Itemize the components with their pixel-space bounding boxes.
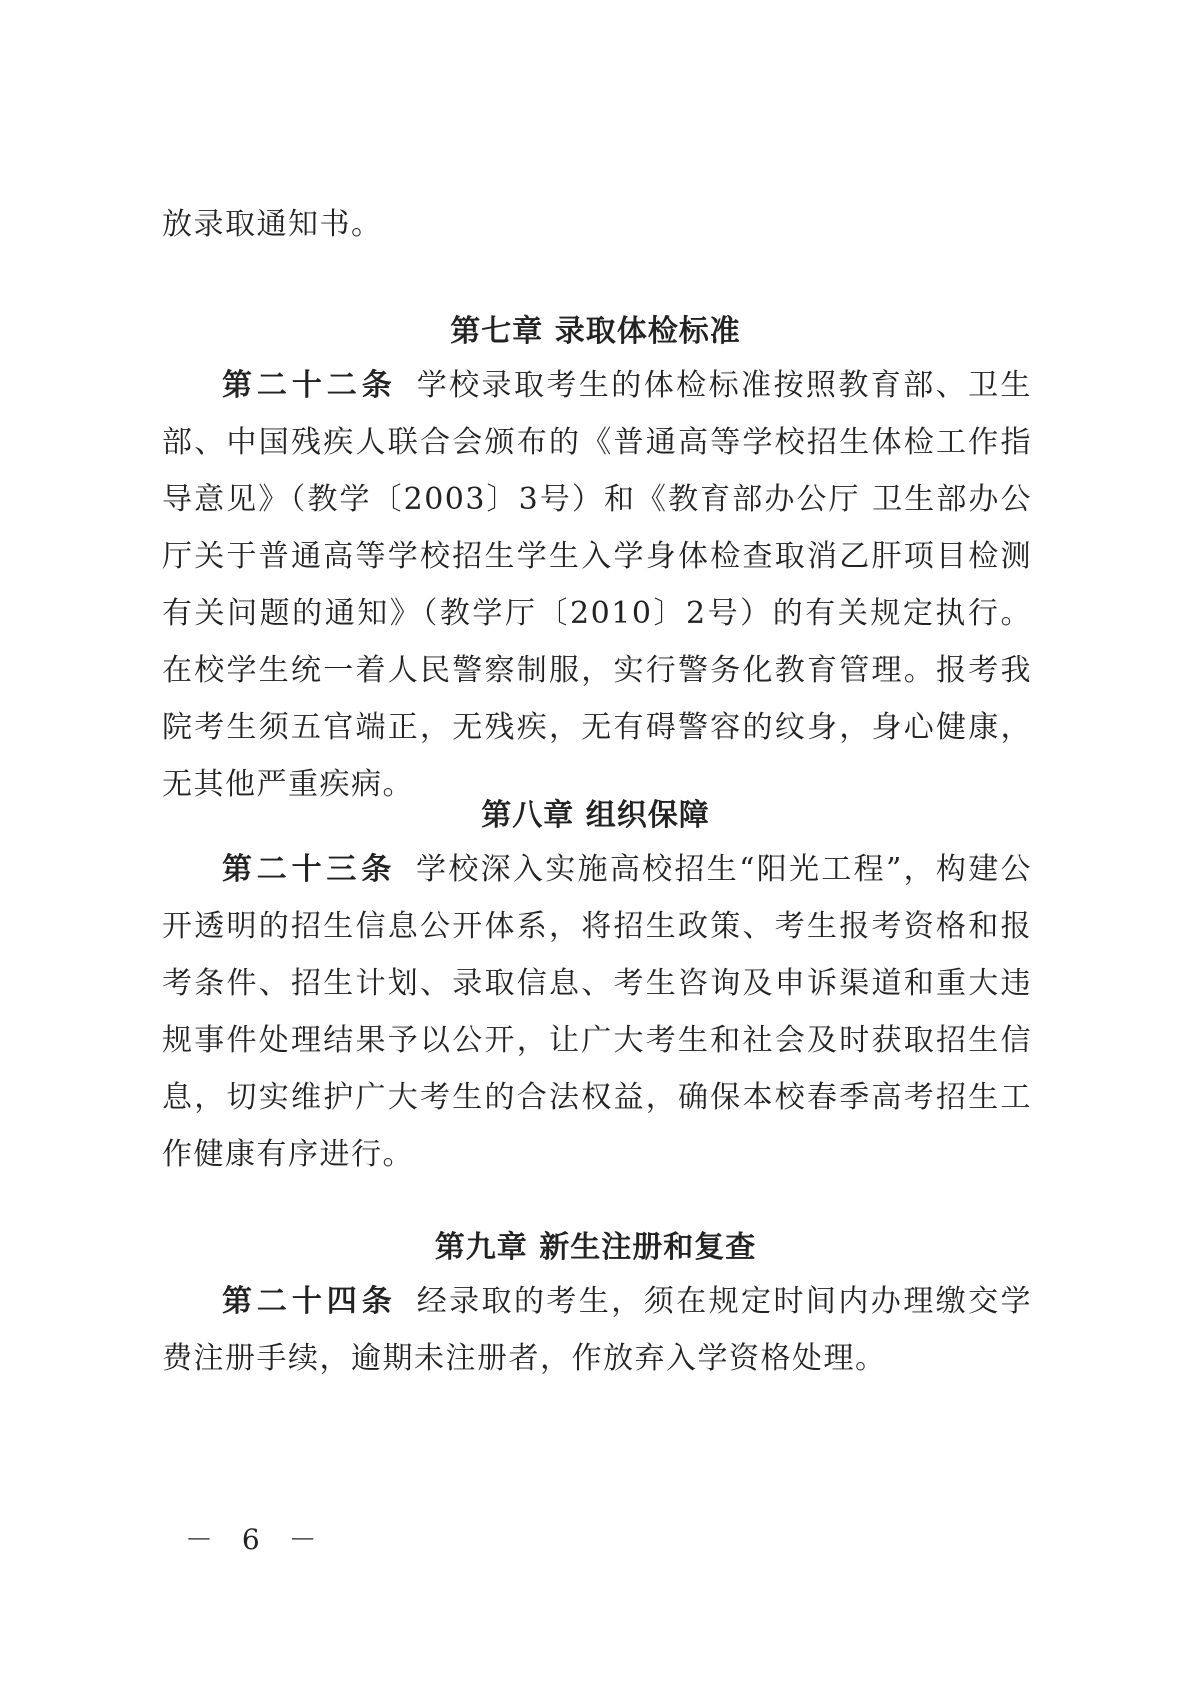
page-number: － 6 －: [185, 1523, 327, 1556]
chapter-7-heading: 第七章 录取体检标准: [450, 314, 741, 349]
continuation-block: [162, 196, 1032, 253]
chapter-9-heading: 第九章 新生注册和复查: [434, 1230, 757, 1265]
article-24-paragraph: [162, 1273, 1032, 1387]
article-23-text: 学校深入实施高校招生“阳光工程”，构建公开透明的招生信息公开体系，将招生政策、考生报考资格和报考条件、招生计划、录取信息、考生咨询及申诉渠道和重大违规事件处理结果予以公开，让广大考生和社会及时获取招生信息，切实维护广大考生的合法权益，确保本校春季高考招生工作健康有序进行。: [162, 852, 1032, 1172]
article-22-paragraph: [162, 357, 1032, 813]
article-22-text: 学校录取考生的体检标准按照教育部、卫生部、中国残疾人联合会颁布的《普通高等学校招生体检工作指导意见》（教学〔2003〕3号）和《教育部办公厅 卫生部办公厅关于普通高等学校招生学生入学身体检查取消乙肝项目检测有关问题的通知》（教学厅〔2010〕2号）的有关规定执行。在校学生统一着人民警察制服，实行警务化教育管理。报考我院考生须五官端正，无残疾，无有碍警容的纹身，身心健康，无其他严重疾病。: [162, 368, 1033, 802]
article-22: [162, 357, 1032, 813]
continuation-text: 放录取通知书。: [162, 207, 383, 242]
article-23-label: 第二十三条: [222, 852, 397, 887]
article-22-label: 第二十二条: [222, 368, 397, 403]
article-24: [162, 1273, 1032, 1387]
article-23-paragraph: [162, 841, 1032, 1183]
article-24-text: 经录取的考生，须在规定时间内办理缴交学费注册手续，逾期未注册者，作放弃入学资格处理。: [162, 1284, 1033, 1376]
article-23: [162, 841, 1032, 1183]
article-24-label: 第二十四条: [222, 1284, 397, 1319]
chapter-8-heading: 第八章 组织保障: [481, 798, 710, 833]
